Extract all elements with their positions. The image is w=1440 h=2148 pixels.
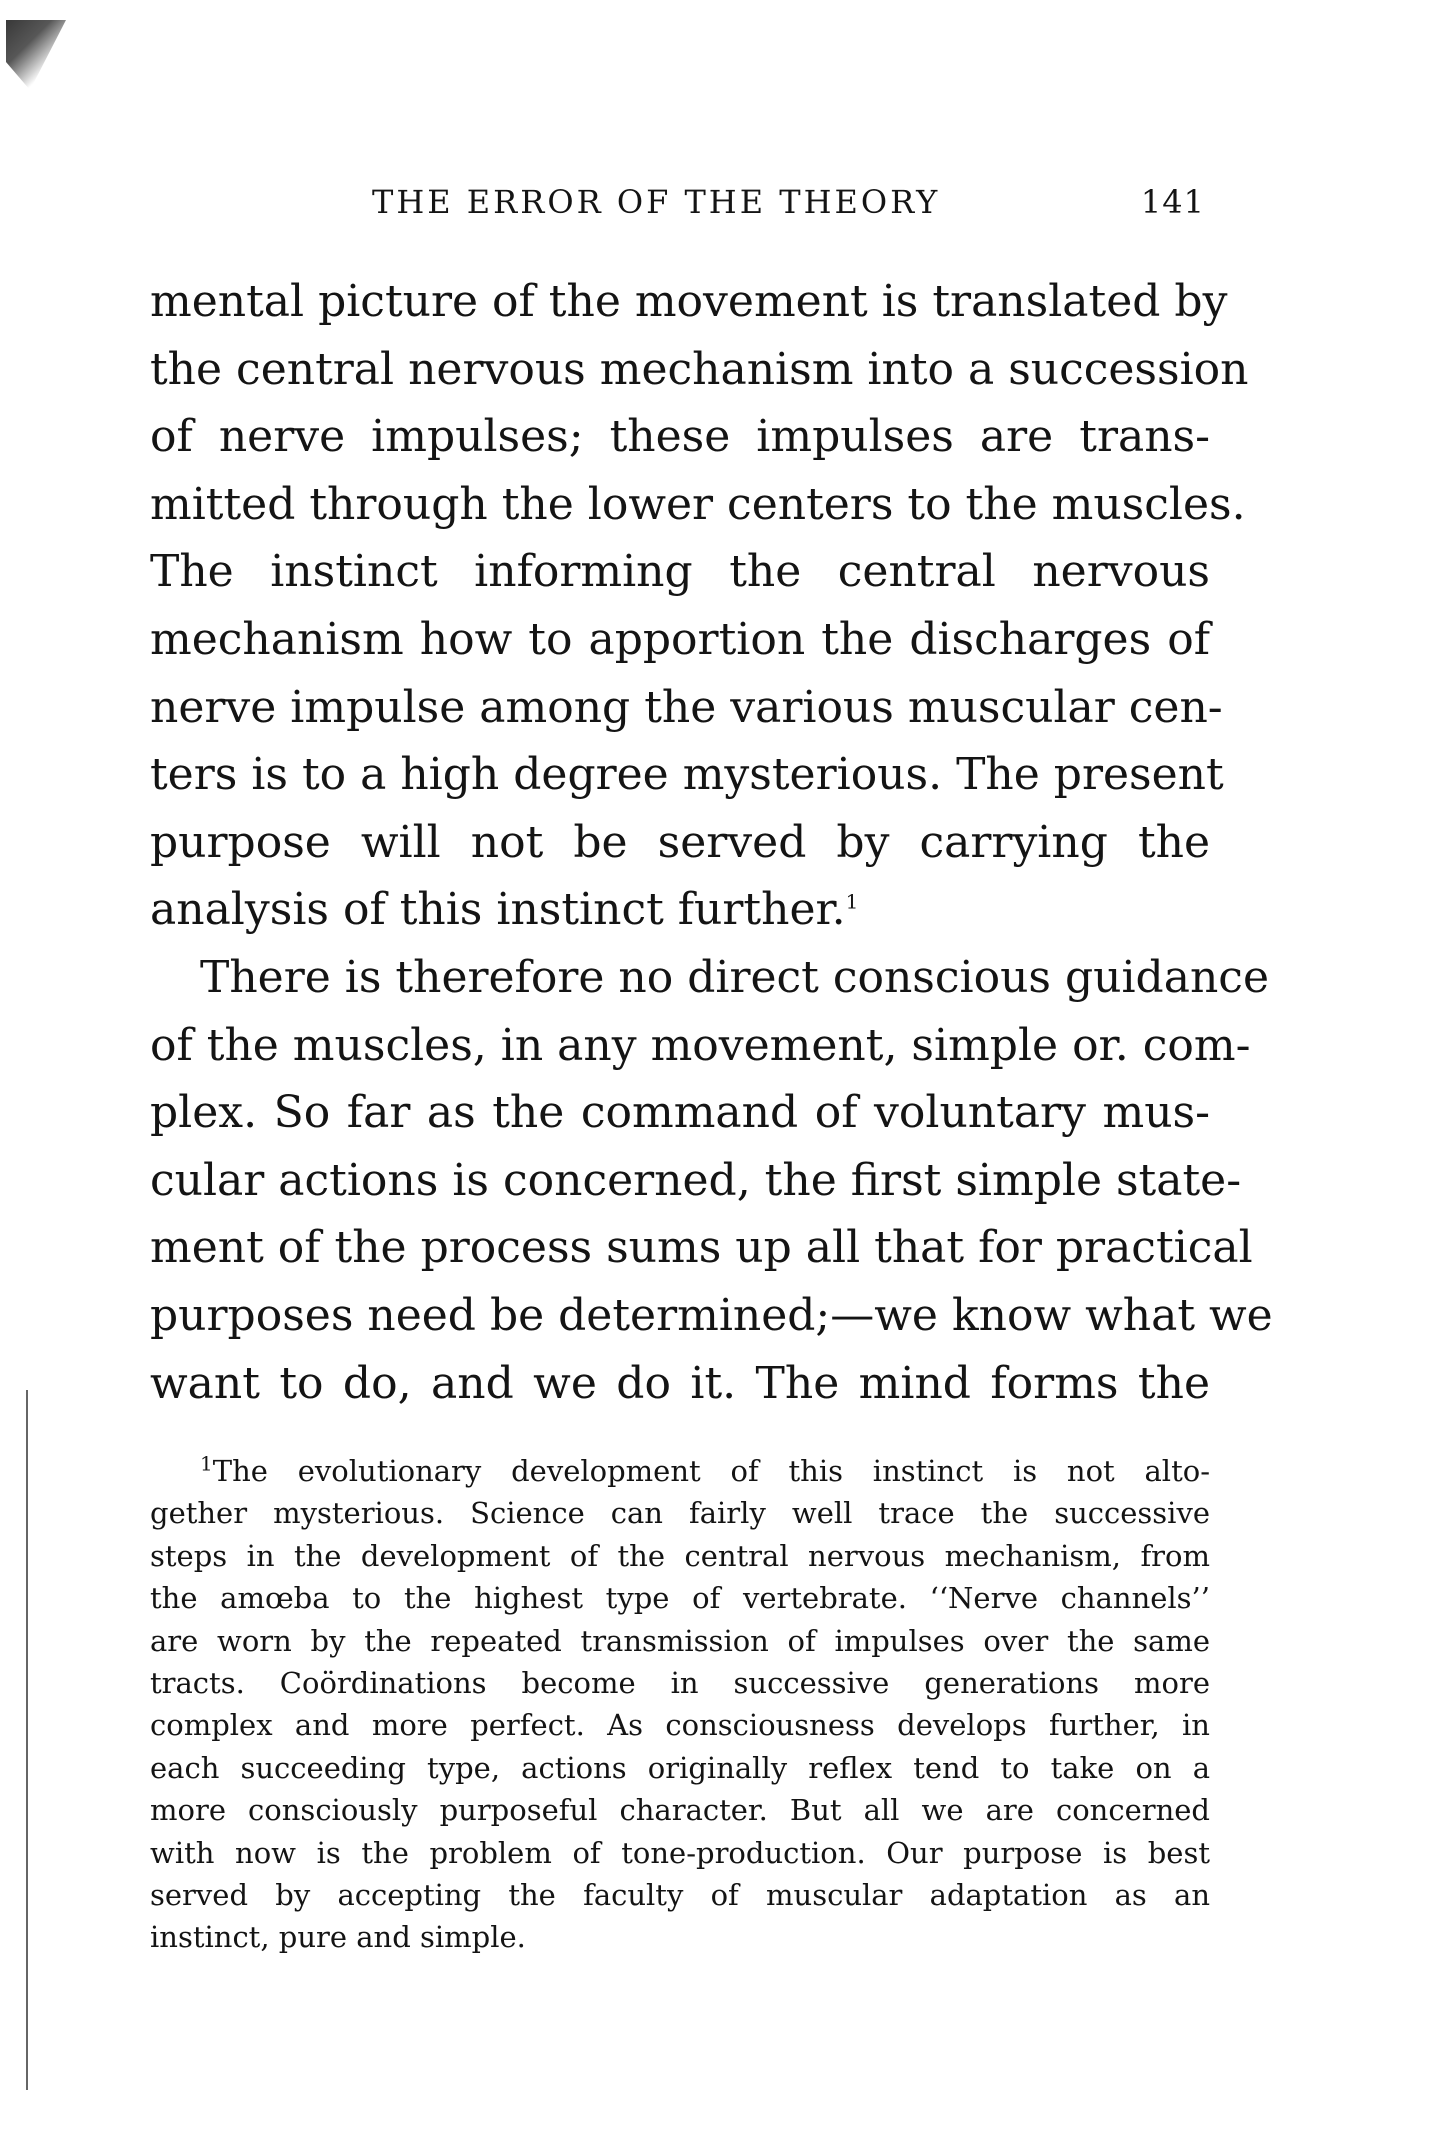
body-line: the central nervous mechanism into a succession xyxy=(150,343,1249,395)
body-line-text: analysis of this instinct further. xyxy=(150,884,846,936)
running-head xyxy=(150,183,1205,233)
paragraph-start-line: There is therefore no direct conscious guidance xyxy=(200,951,1269,1003)
footnote-line: steps in the development of the central nervous mechanism, from xyxy=(150,1538,1210,1573)
body-line: purpose will not be served by carrying the xyxy=(150,816,1210,868)
scan-artifact-corner xyxy=(6,20,66,90)
body-line: purposes need be determined;—we know what we xyxy=(150,1289,1273,1341)
body-line: ment of the process sums up all that for practical xyxy=(150,1222,1253,1274)
footnote-line: with now is the problem of tone-production. Our purpose is best xyxy=(150,1835,1210,1870)
body-line-with-footnote-ref xyxy=(150,876,1210,944)
footnote-first-line xyxy=(150,1450,1210,1492)
footnote-line: served by accepting the faculty of muscular adaptation as an xyxy=(150,1878,1210,1913)
body-line: nerve impulse among the various muscular cen- xyxy=(150,681,1223,733)
footnote-marker: 1 xyxy=(200,1451,213,1476)
footnote-line: tracts. Coördinations become in successive generations more xyxy=(150,1666,1210,1701)
footnote-reference: 1 xyxy=(845,889,859,914)
footnote-line: gether mysterious. Science can fairly well trace the successive xyxy=(150,1496,1210,1531)
footnote-line: instinct, pure and simple. xyxy=(150,1920,526,1955)
body-line: cular actions is concerned, the first simple state- xyxy=(150,1154,1242,1206)
scan-artifact-gutter-line xyxy=(26,1390,32,2090)
body-line: mitted through the lower centers to the muscles. xyxy=(150,478,1246,530)
body-line: want to do, and we do it. The mind forms the xyxy=(150,1357,1210,1409)
page-number: 141 xyxy=(1140,183,1205,221)
body-line: mental picture of the movement is translated by xyxy=(150,276,1228,327)
footnote-line: complex and more perfect. As consciousness develops further, in xyxy=(150,1708,1210,1743)
body-line: plex. So far as the command of voluntary mus- xyxy=(150,1087,1210,1139)
footnote-line: each succeeding type, actions originally reflex tend to take on a xyxy=(150,1750,1210,1785)
body-text xyxy=(150,268,1273,1417)
body-line: of nerve impulses; these impulses are trans- xyxy=(150,411,1210,463)
footnote-line: more consciously purposeful character. But all we are concerned xyxy=(150,1793,1210,1828)
body-line: ters is to a high degree mysterious. The present xyxy=(150,749,1224,801)
body-line: The instinct informing the central nervous xyxy=(150,546,1210,598)
body-line: of the muscles, in any movement, simple or. com- xyxy=(150,1019,1251,1071)
body-line: mechanism how to apportion the discharges of xyxy=(150,613,1210,665)
footnote xyxy=(150,1450,1210,1959)
footnote-line-text: The evolutionary development of this instinct is not alto- xyxy=(212,1454,1210,1488)
footnote-line: are worn by the repeated transmission of impulses over the same xyxy=(150,1623,1210,1658)
running-title: THE ERROR OF THE THEORY xyxy=(372,183,941,221)
footnote-line: the amœba to the highest type of vertebrate. ‘‘Nerve channels’’ xyxy=(150,1581,1210,1616)
